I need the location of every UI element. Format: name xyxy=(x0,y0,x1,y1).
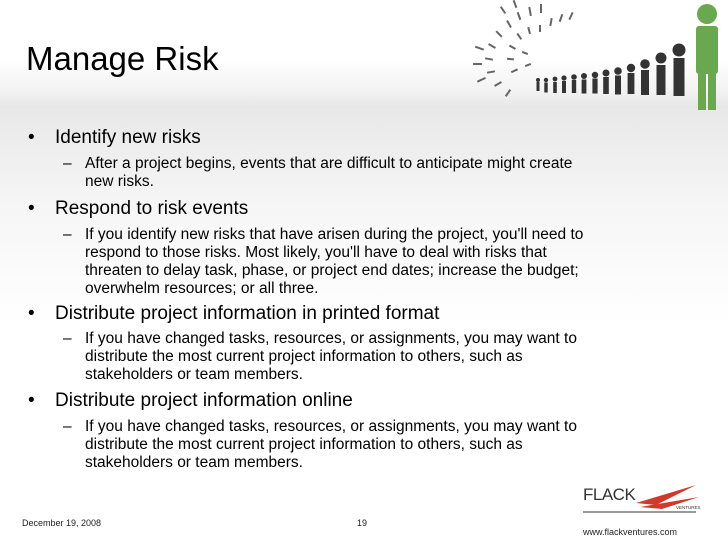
sub-bullet-line: If you have changed tasks, resources, or assignments, you may want to xyxy=(85,330,577,347)
page-number: 19 xyxy=(357,518,368,528)
bullet-glyph: • xyxy=(28,127,35,148)
dash-glyph: – xyxy=(63,155,72,172)
spiral-dashes xyxy=(473,0,574,97)
sub-bullet-line: After a project begins, events that are difficult to anticipate might create xyxy=(85,155,573,172)
bullet-glyph: • xyxy=(28,390,35,411)
footer-date: December 19, 2008 xyxy=(22,518,102,528)
sub-bullet-line: stakeholders or team members. xyxy=(85,366,303,383)
logo-text: FLACK xyxy=(583,485,636,504)
sub-bullet-line: If you identify new risks that have arisen during the project, you'll need to xyxy=(85,226,584,243)
people-growth-graphic xyxy=(418,0,728,112)
slide-title: Manage Risk xyxy=(26,40,219,77)
dash-glyph: – xyxy=(63,330,72,347)
bullet-text: Distribute project information in printed format xyxy=(55,303,440,324)
bullet-glyph: • xyxy=(28,303,35,324)
logo-swoosh-icon xyxy=(578,485,703,515)
sub-bullet-line: If you have changed tasks, resources, or assignments, you may want to xyxy=(85,418,577,435)
sub-bullet-line: respond to those risks. Most likely, you'll have to deal with risks that xyxy=(85,244,547,261)
logo-subtext: VENTURES xyxy=(676,505,701,510)
sub-bullet-line: distribute the most current project information to others, such as xyxy=(85,348,523,365)
sub-bullet-line: distribute the most current project information to others, such as xyxy=(85,436,523,453)
bullet-glyph: • xyxy=(28,198,35,219)
dash-glyph: – xyxy=(63,226,72,243)
sub-bullet-line: overwhelm resources; or all three. xyxy=(85,280,319,297)
dash-glyph: – xyxy=(63,418,72,435)
sub-bullet-line: threaten to delay task, phase, or project end dates; increase the budget; xyxy=(85,262,579,279)
flack-ventures-logo xyxy=(578,485,703,515)
footer-url: www.flackventures.com xyxy=(583,527,678,537)
people-row xyxy=(536,44,686,97)
green-person xyxy=(696,4,718,110)
bullet-text: Respond to risk events xyxy=(55,198,249,219)
bullet-text: Identify new risks xyxy=(55,127,201,148)
bullet-text: Distribute project information online xyxy=(55,390,353,411)
sub-bullet-line: new risks. xyxy=(85,173,154,190)
sub-bullet-line: stakeholders or team members. xyxy=(85,454,303,471)
